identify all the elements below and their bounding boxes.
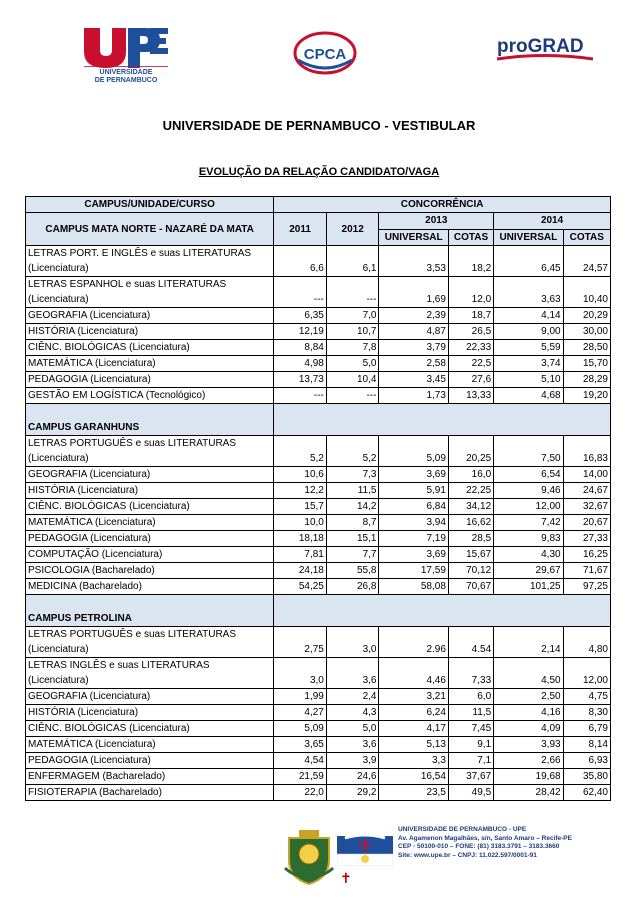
cell-u2014: 6,54 — [494, 467, 563, 483]
cell-c2014: 15,70 — [563, 356, 610, 372]
course-line-1: COMPUTAÇÃO (Licenciatura) — [28, 549, 163, 560]
cell-c2014: 4,80 — [563, 627, 610, 658]
cell-u2013: 3,79 — [379, 340, 448, 356]
cell-u2013: 2,58 — [379, 356, 448, 372]
cell-v2011: 18,18 — [274, 531, 327, 547]
cell-u2014: 2,66 — [494, 753, 563, 769]
cell-c2013: 27,6 — [448, 372, 493, 388]
table-row — [26, 547, 611, 563]
cell-v2011: 5,09 — [274, 721, 327, 737]
cell-c2013: 6,0 — [448, 689, 493, 705]
garanhuns-section — [26, 404, 611, 436]
cell-u2014: 2,50 — [494, 689, 563, 705]
cell-u2014: 5,59 — [494, 340, 563, 356]
cell-v2012: 5,0 — [326, 721, 379, 737]
cell-v2012: 5,0 — [326, 356, 379, 372]
cell-u2013: 4,87 — [379, 324, 448, 340]
course-line-1: PSICOLOGIA (Bacharelado) — [28, 565, 155, 576]
cell-u2014: 7,50 — [494, 436, 563, 467]
cell-c2014: 14,00 — [563, 467, 610, 483]
cell-v2012: 7,3 — [326, 467, 379, 483]
candidate-ratio-table — [25, 196, 611, 801]
table-row — [26, 436, 611, 467]
cell-u2013: 3,45 — [379, 372, 448, 388]
cell-v2011: 12,2 — [274, 483, 327, 499]
course-line-1: MATEMÁTICA (Licenciatura) — [28, 739, 156, 750]
cell-c2013: 7,33 — [448, 658, 493, 689]
course-line-2: (Licenciatura) — [28, 644, 89, 655]
cell-v2012: 10,4 — [326, 372, 379, 388]
cell-c2014: 62,40 — [563, 785, 610, 801]
table-row — [26, 721, 611, 737]
table-header-row-1 — [26, 197, 611, 213]
svg-text:proGRAD: proGRAD — [497, 36, 584, 57]
svg-text:UNIVERSIDADE: UNIVERSIDADE — [99, 69, 153, 76]
cell-v2012: 26,8 — [326, 579, 379, 595]
course-line-1: PEDAGOGIA (Licenciatura) — [28, 755, 151, 766]
course-name — [26, 769, 274, 785]
cell-u2014: 3,93 — [494, 737, 563, 753]
cell-v2012: 3,6 — [326, 737, 379, 753]
cell-u2014: 6,45 — [494, 246, 563, 277]
campus-row-filler — [274, 404, 611, 436]
cell-u2014: 28,42 — [494, 785, 563, 801]
cell-c2014: 19,20 — [563, 388, 610, 404]
cell-u2014: 4,09 — [494, 721, 563, 737]
cell-u2013: 3,69 — [379, 467, 448, 483]
course-line-1: CIÊNC. BIOLÓGICAS (Licenciatura) — [28, 723, 190, 734]
course-line-1: MATEMÁTICA (Licenciatura) — [28, 517, 156, 528]
table-row — [26, 308, 611, 324]
mata-norte-rows — [26, 246, 611, 404]
cell-v2011: 54,25 — [274, 579, 327, 595]
svg-text:DE PERNAMBUCO: DE PERNAMBUCO — [94, 77, 158, 84]
cell-v2011: 15,7 — [274, 499, 327, 515]
table-row — [26, 579, 611, 595]
petrolina-section — [26, 595, 611, 627]
cell-c2013: 4.54 — [448, 627, 493, 658]
cell-u2014: 3,63 — [494, 277, 563, 308]
table-row — [26, 388, 611, 404]
cell-u2013: 5,91 — [379, 483, 448, 499]
course-name — [26, 515, 274, 531]
cell-c2014: 24,57 — [563, 246, 610, 277]
cell-v2012: 29,2 — [326, 785, 379, 801]
course-line-1: PEDAGOGIA (Licenciatura) — [28, 374, 151, 385]
cell-v2012: 5,2 — [326, 436, 379, 467]
cell-u2013: 1,73 — [379, 388, 448, 404]
course-name — [26, 563, 274, 579]
cell-u2013: 3,3 — [379, 753, 448, 769]
cell-u2014: 9,00 — [494, 324, 563, 340]
course-name — [26, 277, 274, 308]
cell-v2011: 3,0 — [274, 658, 327, 689]
table-row — [26, 658, 611, 689]
campus-header-mata-norte: CAMPUS MATA NORTE - NAZARÉ DA MATA — [26, 213, 274, 246]
cell-c2014: 4,75 — [563, 689, 610, 705]
cell-u2014: 29,67 — [494, 563, 563, 579]
cell-c2013: 22,33 — [448, 340, 493, 356]
course-name — [26, 372, 274, 388]
page-subtitle: EVOLUÇÃO DA RELAÇÃO CANDIDATO/VAGA — [198, 166, 440, 178]
cell-v2012: 2,4 — [326, 689, 379, 705]
course-line-1: PEDAGOGIA (Licenciatura) — [28, 533, 151, 544]
footer-address — [398, 826, 572, 860]
cell-u2013: 6,24 — [379, 705, 448, 721]
year-header-2011: 2011 — [274, 213, 327, 246]
cell-u2013: 58,08 — [379, 579, 448, 595]
table-row — [26, 372, 611, 388]
table-row — [26, 356, 611, 372]
cell-c2014: 27,33 — [563, 531, 610, 547]
cell-v2012: 55,8 — [326, 563, 379, 579]
cell-v2012: 7,8 — [326, 340, 379, 356]
course-name — [26, 658, 274, 689]
coat-of-arms-icon — [283, 828, 335, 888]
cell-u2014: 4,14 — [494, 308, 563, 324]
course-name — [26, 579, 274, 595]
course-line-1: HISTÓRIA (Licenciatura) — [28, 326, 139, 337]
cell-v2012: 6,1 — [326, 246, 379, 277]
course-name — [26, 340, 274, 356]
course-name — [26, 531, 274, 547]
cell-u2013: 1,69 — [379, 277, 448, 308]
cell-c2014: 28,50 — [563, 340, 610, 356]
cell-c2014: 10,40 — [563, 277, 610, 308]
cell-v2012: 4,3 — [326, 705, 379, 721]
course-name — [26, 436, 274, 467]
cell-c2014: 12,00 — [563, 658, 610, 689]
course-line-2: (Licenciatura) — [28, 263, 89, 274]
col-header-concorrencia: CONCORRÊNCIA — [274, 197, 611, 213]
campus-row-filler — [274, 595, 611, 627]
cell-u2014: 101,25 — [494, 579, 563, 595]
cell-c2014: 32,67 — [563, 499, 610, 515]
cell-c2014: 97,25 — [563, 579, 610, 595]
cell-u2014: 4,30 — [494, 547, 563, 563]
cell-c2014: 16,83 — [563, 436, 610, 467]
cell-u2014: 12,00 — [494, 499, 563, 515]
table-row — [26, 340, 611, 356]
cell-v2012: 24,6 — [326, 769, 379, 785]
cell-v2012: 15,1 — [326, 531, 379, 547]
course-line-1: LETRAS INGLÊS e suas LITERATURAS — [28, 660, 210, 671]
cell-c2013: 15,67 — [448, 547, 493, 563]
cell-v2012: 10,7 — [326, 324, 379, 340]
cell-u2013: 4,46 — [379, 658, 448, 689]
course-line-2: (Licenciatura) — [28, 294, 89, 305]
cell-u2013: 3,53 — [379, 246, 448, 277]
cell-c2013: 13,33 — [448, 388, 493, 404]
year-header-2014: 2014 — [494, 213, 611, 230]
cell-v2012: 3,0 — [326, 627, 379, 658]
cell-u2013: 16,54 — [379, 769, 448, 785]
cell-v2011: 2,75 — [274, 627, 327, 658]
course-line-1: GEOGRAFIA (Licenciatura) — [28, 310, 151, 321]
cell-v2011: 3,65 — [274, 737, 327, 753]
cell-u2014: 9,46 — [494, 483, 563, 499]
table-row — [26, 705, 611, 721]
cell-v2012: 11,5 — [326, 483, 379, 499]
cell-v2011: 10,0 — [274, 515, 327, 531]
course-line-1: LETRAS ESPANHOL e suas LITERATURAS — [28, 279, 227, 290]
course-line-1: CIÊNC. BIOLÓGICAS (Licenciatura) — [28, 501, 190, 512]
cell-v2011: 10,6 — [274, 467, 327, 483]
course-line-1: GEOGRAFIA (Licenciatura) — [28, 469, 151, 480]
cell-c2014: 6,79 — [563, 721, 610, 737]
table-row — [26, 737, 611, 753]
course-name — [26, 356, 274, 372]
cell-v2012: 8,7 — [326, 515, 379, 531]
course-line-1: HISTÓRIA (Licenciatura) — [28, 485, 139, 496]
cell-u2014: 19,68 — [494, 769, 563, 785]
course-line-1: FISIOTERAPIA (Bacharelado) — [28, 787, 162, 798]
table-row — [26, 324, 611, 340]
petrolina-rows — [26, 627, 611, 801]
cotas-header-2014: COTAS — [563, 229, 610, 246]
course-line-1: LETRAS PORTUGUÊS e suas LITERATURAS — [28, 438, 237, 449]
course-name — [26, 246, 274, 277]
table-row — [26, 515, 611, 531]
course-line-1: LETRAS PORT. E INGLÊS e suas LITERATURAS — [28, 248, 252, 259]
cell-c2013: 16,62 — [448, 515, 493, 531]
cell-v2011: --- — [274, 277, 327, 308]
table-row — [26, 563, 611, 579]
cell-c2013: 22,5 — [448, 356, 493, 372]
cell-c2014: 20,67 — [563, 515, 610, 531]
course-line-1: GESTÃO EM LOGÍSTICA (Tecnológico) — [28, 390, 206, 401]
year-header-2012: 2012 — [326, 213, 379, 246]
garanhuns-rows — [26, 436, 611, 595]
cell-c2013: 22,25 — [448, 483, 493, 499]
course-line-1: CIÊNC. BIOLÓGICAS (Licenciatura) — [28, 342, 190, 353]
cell-c2013: 11,5 — [448, 705, 493, 721]
cell-c2014: 30,00 — [563, 324, 610, 340]
footer-line-4: Site: www.upe.br – CNPJ: 11.022.597/0001-91 — [398, 851, 537, 859]
cell-c2013: 12,0 — [448, 277, 493, 308]
cell-c2014: 20,29 — [563, 308, 610, 324]
cell-v2012: --- — [326, 277, 379, 308]
table-row — [26, 246, 611, 277]
col-header-campus: CAMPUS/UNIDADE/CURSO — [26, 197, 274, 213]
course-name — [26, 499, 274, 515]
table-row — [26, 483, 611, 499]
cell-u2013: 7,19 — [379, 531, 448, 547]
cell-v2011: --- — [274, 388, 327, 404]
cell-c2013: 7,45 — [448, 721, 493, 737]
cell-v2011: 6,35 — [274, 308, 327, 324]
universal-header-2013: UNIVERSAL — [379, 229, 448, 246]
cell-v2011: 22,0 — [274, 785, 327, 801]
cell-u2013: 5,13 — [379, 737, 448, 753]
cell-v2012: 3,9 — [326, 753, 379, 769]
cell-c2014: 35,80 — [563, 769, 610, 785]
course-name — [26, 689, 274, 705]
course-line-1: MEDICINA (Bacharelado) — [28, 581, 142, 592]
cell-v2012: 3,6 — [326, 658, 379, 689]
cell-v2011: 4,54 — [274, 753, 327, 769]
cell-v2011: 8,84 — [274, 340, 327, 356]
cell-c2014: 24,67 — [563, 483, 610, 499]
cell-v2011: 4,27 — [274, 705, 327, 721]
cell-v2012: 14,2 — [326, 499, 379, 515]
cell-v2011: 21,59 — [274, 769, 327, 785]
footer-line-2: Av. Agamenon Magalhães, s/n, Santo Amaro – Recife-PE — [398, 834, 572, 842]
cell-v2011: 1,99 — [274, 689, 327, 705]
cell-u2013: 5,09 — [379, 436, 448, 467]
pernambuco-flag-icon — [337, 836, 393, 866]
cell-c2014: 16,25 — [563, 547, 610, 563]
course-name — [26, 308, 274, 324]
table-header-row-2 — [26, 213, 611, 230]
table-row — [26, 627, 611, 658]
cell-c2014: 8,14 — [563, 737, 610, 753]
cell-u2014: 2,14 — [494, 627, 563, 658]
cell-u2014: 9,83 — [494, 531, 563, 547]
cell-c2013: 34,12 — [448, 499, 493, 515]
cell-u2013: 3,21 — [379, 689, 448, 705]
cell-v2011: 7,81 — [274, 547, 327, 563]
cell-c2013: 70,12 — [448, 563, 493, 579]
cell-c2013: 37,67 — [448, 769, 493, 785]
table-row — [26, 753, 611, 769]
svg-text:CPCA: CPCA — [303, 46, 347, 63]
cell-u2013: 23,5 — [379, 785, 448, 801]
cell-v2011: 24,18 — [274, 563, 327, 579]
cell-u2013: 3,94 — [379, 515, 448, 531]
cell-c2013: 28,5 — [448, 531, 493, 547]
cell-c2014: 28,29 — [563, 372, 610, 388]
table-row — [26, 277, 611, 308]
cell-c2013: 49,5 — [448, 785, 493, 801]
campus-label-garanhuns: CAMPUS GARANHUNS — [26, 404, 274, 436]
cell-c2013: 18,7 — [448, 308, 493, 324]
cross-icon: ✝ — [340, 870, 352, 886]
cell-c2013: 16,0 — [448, 467, 493, 483]
cell-u2013: 2.96 — [379, 627, 448, 658]
table-row — [26, 467, 611, 483]
course-line-1: LETRAS PORTUGUÊS e suas LITERATURAS — [28, 629, 237, 640]
cell-c2014: 8,30 — [563, 705, 610, 721]
course-name — [26, 467, 274, 483]
course-line-1: HISTÓRIA (Licenciatura) — [28, 707, 139, 718]
cell-v2011: 12,19 — [274, 324, 327, 340]
campus-row-petrolina — [26, 595, 611, 627]
footer-line-1: UNIVERSIDADE DE PERNAMBUCO - UPE — [398, 826, 527, 833]
course-name — [26, 737, 274, 753]
universal-header-2014: UNIVERSAL — [494, 229, 563, 246]
course-line-1: GEOGRAFIA (Licenciatura) — [28, 691, 151, 702]
table-row — [26, 689, 611, 705]
course-name — [26, 388, 274, 404]
course-name — [26, 547, 274, 563]
year-header-2013: 2013 — [379, 213, 494, 230]
course-name — [26, 324, 274, 340]
campus-label-petrolina: CAMPUS PETROLINA — [26, 595, 274, 627]
cell-c2013: 18,2 — [448, 246, 493, 277]
cell-c2013: 9,1 — [448, 737, 493, 753]
cell-c2013: 20,25 — [448, 436, 493, 467]
footer-line-3: CEP - 50100-010 – FONE: (81) 3183.3791 – 3183.3660 — [398, 843, 560, 850]
cell-v2011: 5,2 — [274, 436, 327, 467]
table-row — [26, 769, 611, 785]
course-name — [26, 753, 274, 769]
cell-u2014: 4,50 — [494, 658, 563, 689]
course-name — [26, 721, 274, 737]
cell-v2011: 6,6 — [274, 246, 327, 277]
cell-u2013: 6,84 — [379, 499, 448, 515]
cpca-logo — [292, 30, 358, 76]
cell-c2014: 6,93 — [563, 753, 610, 769]
upe-logo — [80, 22, 170, 84]
cell-u2013: 2,39 — [379, 308, 448, 324]
cell-u2014: 4,68 — [494, 388, 563, 404]
cell-c2013: 26,5 — [448, 324, 493, 340]
cell-u2013: 17,59 — [379, 563, 448, 579]
cell-u2014: 5,10 — [494, 372, 563, 388]
cell-c2014: 71,67 — [563, 563, 610, 579]
cell-v2012: 7,7 — [326, 547, 379, 563]
cell-u2014: 4,16 — [494, 705, 563, 721]
table-row — [26, 785, 611, 801]
prograd-logo — [495, 28, 595, 64]
cell-v2011: 4,98 — [274, 356, 327, 372]
cell-c2013: 70,67 — [448, 579, 493, 595]
cell-v2012: --- — [326, 388, 379, 404]
cell-u2014: 7,42 — [494, 515, 563, 531]
cotas-header-2013: COTAS — [448, 229, 493, 246]
cell-c2013: 7,1 — [448, 753, 493, 769]
course-name — [26, 705, 274, 721]
cell-u2013: 3,69 — [379, 547, 448, 563]
page-title: UNIVERSIDADE DE PERNAMBUCO - VESTIBULAR — [162, 118, 476, 133]
course-line-1: ENFERMAGEM (Bacharelado) — [28, 771, 166, 782]
cell-v2011: 13,73 — [274, 372, 327, 388]
course-line-2: (Licenciatura) — [28, 675, 89, 686]
course-line-1: MATEMÁTICA (Licenciatura) — [28, 358, 156, 369]
cell-u2013: 4,17 — [379, 721, 448, 737]
campus-row-garanhuns — [26, 404, 611, 436]
table-row — [26, 531, 611, 547]
course-name — [26, 785, 274, 801]
course-line-2: (Licenciatura) — [28, 453, 89, 464]
cell-u2014: 3,74 — [494, 356, 563, 372]
cell-v2012: 7,0 — [326, 308, 379, 324]
course-name — [26, 483, 274, 499]
table-row — [26, 499, 611, 515]
course-name — [26, 627, 274, 658]
